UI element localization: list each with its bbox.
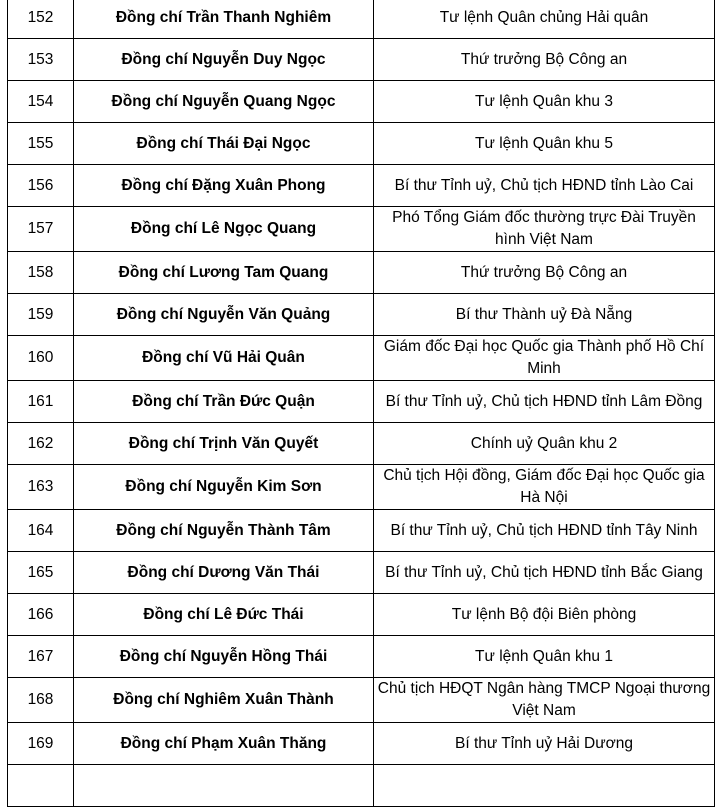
row-number: 166 <box>8 594 74 636</box>
person-name: Đồng chí Vũ Hải Quân <box>74 336 374 381</box>
person-name: Đồng chí Lê Ngọc Quang <box>74 207 374 252</box>
position-title: Tư lệnh Quân khu 5 <box>374 123 715 165</box>
table-row <box>8 465 715 510</box>
position-title: Tư lệnh Bộ đội Biên phòng <box>374 594 715 636</box>
person-name: Đồng chí Trịnh Văn Quyết <box>74 423 374 465</box>
position-title: Chủ tịch HĐQT Ngân hàng TMCP Ngoại thương Việt Nam <box>374 678 715 723</box>
position-title: Chính uỷ Quân khu 2 <box>374 423 715 465</box>
position-title: Phó Tổng Giám đốc thường trực Đài Truyền hình Việt Nam <box>374 207 715 252</box>
table-row <box>8 510 715 552</box>
row-number: 152 <box>8 0 74 39</box>
position-title: Thứ trưởng Bộ Công an <box>374 252 715 294</box>
position-title: Bí thư Tỉnh uỷ, Chủ tịch HĐND tỉnh Lào Cai <box>374 165 715 207</box>
table-row <box>8 678 715 723</box>
row-number: 161 <box>8 381 74 423</box>
position-title: Bí thư Thành uỷ Đà Nẵng <box>374 294 715 336</box>
person-name: Đồng chí Lương Tam Quang <box>74 252 374 294</box>
row-number: 168 <box>8 678 74 723</box>
person-name: Đồng chí Thái Đại Ngọc <box>74 123 374 165</box>
row-number: 163 <box>8 465 74 510</box>
person-name: Đồng chí Nguyễn Quang Ngọc <box>74 81 374 123</box>
person-name: Đồng chí Nguyễn Văn Quảng <box>74 294 374 336</box>
table-row <box>8 423 715 465</box>
row-number: 165 <box>8 552 74 594</box>
table-row <box>8 594 715 636</box>
personnel-table <box>7 0 715 807</box>
person-name: Đồng chí Trần Đức Quận <box>74 381 374 423</box>
position-title: Bí thư Tỉnh uỷ, Chủ tịch HĐND tỉnh Tây Ninh <box>374 510 715 552</box>
person-name: Đồng chí Nguyễn Kim Sơn <box>74 465 374 510</box>
table-row <box>8 381 715 423</box>
position-title: Bí thư Tỉnh uỷ Hải Dương <box>374 723 715 765</box>
table-row <box>8 207 715 252</box>
person-name: Đồng chí Nguyễn Thành Tâm <box>74 510 374 552</box>
position-title: Bí thư Tỉnh uỷ, Chủ tịch HĐND tỉnh Bắc Giang <box>374 552 715 594</box>
person-name: Đồng chí Nguyễn Duy Ngọc <box>74 39 374 81</box>
position-title: Tư lệnh Quân khu 3 <box>374 81 715 123</box>
row-number: 158 <box>8 252 74 294</box>
position-title: Bí thư Tỉnh uỷ, Chủ tịch HĐND tỉnh Lâm Đồng <box>374 381 715 423</box>
position-title: Tư lệnh Quân chủng Hải quân <box>374 0 715 39</box>
person-name: Đồng chí Trần Thanh Nghiêm <box>74 0 374 39</box>
table-row <box>8 252 715 294</box>
table-row <box>8 552 715 594</box>
row-number: 164 <box>8 510 74 552</box>
table-row <box>8 165 715 207</box>
row-number: 162 <box>8 423 74 465</box>
person-name: Đồng chí Dương Văn Thái <box>74 552 374 594</box>
row-number: 160 <box>8 336 74 381</box>
table-row <box>8 294 715 336</box>
position-title: Thứ trưởng Bộ Công an <box>374 39 715 81</box>
table-row <box>8 636 715 678</box>
table-row-partial <box>8 765 715 807</box>
person-name: Đồng chí Nguyễn Hồng Thái <box>74 636 374 678</box>
row-number: 167 <box>8 636 74 678</box>
table-row <box>8 723 715 765</box>
row-number: 153 <box>8 39 74 81</box>
row-number: 155 <box>8 123 74 165</box>
person-name: Đồng chí Phạm Xuân Thăng <box>74 723 374 765</box>
row-number: 159 <box>8 294 74 336</box>
table-row <box>8 336 715 381</box>
row-number: 156 <box>8 165 74 207</box>
person-name: Đồng chí Nghiêm Xuân Thành <box>74 678 374 723</box>
empty-cell <box>74 765 374 807</box>
table-row <box>8 39 715 81</box>
row-number: 157 <box>8 207 74 252</box>
position-title: Chủ tịch Hội đồng, Giám đốc Đại học Quốc gia Hà Nội <box>374 465 715 510</box>
table-row <box>8 81 715 123</box>
person-name: Đồng chí Lê Đức Thái <box>74 594 374 636</box>
table-body <box>8 0 715 807</box>
table-row <box>8 0 715 39</box>
table-row <box>8 123 715 165</box>
person-name: Đồng chí Đặng Xuân Phong <box>74 165 374 207</box>
position-title: Tư lệnh Quân khu 1 <box>374 636 715 678</box>
position-title: Giám đốc Đại học Quốc gia Thành phố Hồ Chí Minh <box>374 336 715 381</box>
empty-cell <box>374 765 715 807</box>
row-number: 169 <box>8 723 74 765</box>
row-number: 154 <box>8 81 74 123</box>
empty-cell <box>8 765 74 807</box>
